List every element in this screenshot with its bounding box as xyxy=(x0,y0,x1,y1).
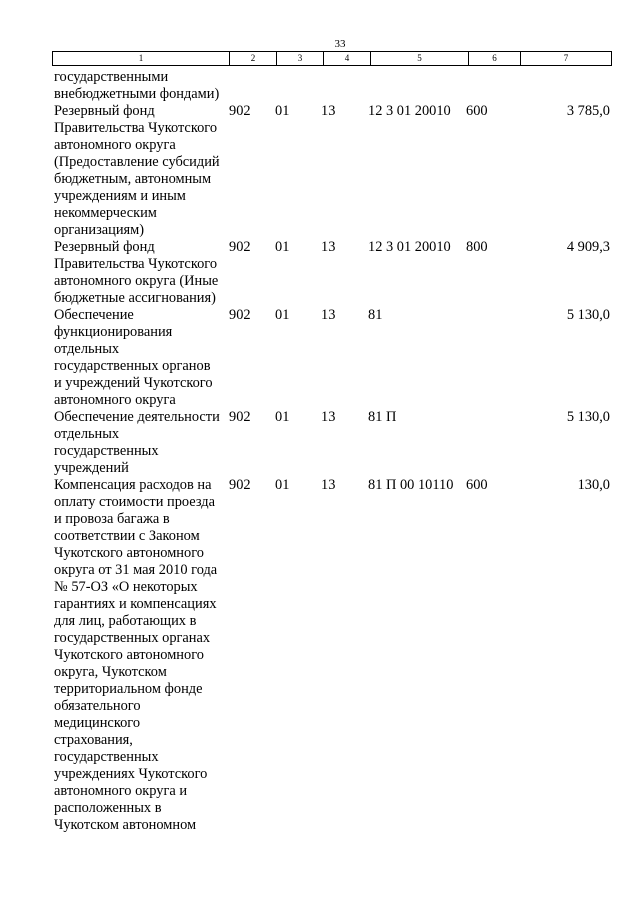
header-col-1: 1 xyxy=(53,52,230,65)
subsection-cell: 13 xyxy=(321,409,336,425)
header-col-4: 4 xyxy=(324,52,371,65)
code-cell: 902 xyxy=(229,103,251,119)
target-article-cell: 81 П xyxy=(368,409,397,425)
amount-cell: 130,0 xyxy=(577,477,610,493)
expense-type-cell: 800 xyxy=(466,239,488,255)
row-description xyxy=(54,103,230,239)
row-description xyxy=(54,477,230,834)
target-article-cell: 81 xyxy=(368,307,383,323)
description-line: государственными xyxy=(54,69,169,85)
row-description xyxy=(54,409,230,477)
description-line: Чукотском автономном xyxy=(54,817,197,833)
amount-cell: 5 130,0 xyxy=(566,307,610,323)
header-col-5: 5 xyxy=(371,52,469,65)
section-cell: 01 xyxy=(275,103,290,119)
subsection-cell: 13 xyxy=(321,239,336,255)
description-line: гарантиях и компенсациях xyxy=(54,596,217,612)
amount-cell: 3 785,0 xyxy=(566,103,610,119)
description-line: № 57-ОЗ «О некоторых xyxy=(54,579,198,595)
description-line: территориальном фонде xyxy=(54,681,203,697)
code-cell: 902 xyxy=(229,409,251,425)
description-line: государственных xyxy=(54,443,159,459)
amount-cell: 4 909,3 xyxy=(566,239,610,255)
description-line: автономного округа xyxy=(54,392,176,408)
description-line: расположенных в xyxy=(54,800,162,816)
description-line: автономного округа (Иные xyxy=(54,273,219,289)
table-row xyxy=(0,69,640,103)
target-article-cell: 12 3 01 20010 xyxy=(368,103,451,119)
description-line: Чукотского автономного xyxy=(54,647,204,663)
description-line: государственных xyxy=(54,749,159,765)
description-line: функционирования xyxy=(54,324,173,340)
target-article-cell: 81 П 00 10110 xyxy=(368,477,454,493)
description-line: некоммерческим xyxy=(54,205,157,221)
subsection-cell: 13 xyxy=(321,307,336,323)
header-col-3: 3 xyxy=(277,52,324,65)
description-line: Обеспечение xyxy=(54,307,134,323)
description-line: медицинского xyxy=(54,715,141,731)
description-line: Компенсация расходов на xyxy=(54,477,212,493)
description-line: бюджетные ассигнования) xyxy=(54,290,216,306)
table-row xyxy=(0,477,640,834)
description-line: Правительства Чукотского xyxy=(54,120,218,136)
table-row xyxy=(0,239,640,307)
description-line: государственных органах xyxy=(54,630,211,646)
page-number: 33 xyxy=(334,38,346,50)
description-line: и провоза багажа в xyxy=(54,511,170,527)
description-line: Резервный фонд xyxy=(54,103,155,119)
description-line: автономного округа xyxy=(54,137,176,153)
table-row xyxy=(0,409,640,477)
section-cell: 01 xyxy=(275,477,290,493)
expense-type-cell: 600 xyxy=(466,477,488,493)
description-line: округа, Чукотском xyxy=(54,664,167,680)
description-line: учреждений xyxy=(54,460,129,476)
amount-cell: 5 130,0 xyxy=(566,409,610,425)
subsection-cell: 13 xyxy=(321,103,336,119)
table-body xyxy=(0,69,640,834)
description-line: оплату стоимости проезда xyxy=(54,494,215,510)
description-line: и учреждений Чукотского xyxy=(54,375,213,391)
subsection-cell: 13 xyxy=(321,477,336,493)
description-line: отдельных xyxy=(54,341,120,357)
row-description xyxy=(54,69,230,103)
expense-type-cell: 600 xyxy=(466,103,488,119)
row-description xyxy=(54,307,230,409)
section-cell: 01 xyxy=(275,409,290,425)
row-description xyxy=(54,239,230,307)
description-line: обязательного xyxy=(54,698,141,714)
code-cell: 902 xyxy=(229,477,251,493)
description-line: государственных органов xyxy=(54,358,211,374)
section-cell: 01 xyxy=(275,239,290,255)
table-row xyxy=(0,103,640,239)
description-line: (Предоставление субсидий xyxy=(54,154,220,170)
description-line: Правительства Чукотского xyxy=(54,256,218,272)
section-cell: 01 xyxy=(275,307,290,323)
header-col-2: 2 xyxy=(230,52,277,65)
header-col-7: 7 xyxy=(521,52,612,65)
code-cell: 902 xyxy=(229,307,251,323)
description-line: Чукотского автономного xyxy=(54,545,204,561)
description-line: бюджетным, автономным xyxy=(54,171,212,187)
description-line: округа от 31 мая 2010 года xyxy=(54,562,218,578)
description-line: учреждениям и иным xyxy=(54,188,186,204)
target-article-cell: 12 3 01 20010 xyxy=(368,239,451,255)
table-header xyxy=(52,51,612,66)
description-line: соответствии с Законом xyxy=(54,528,200,544)
header-col-6: 6 xyxy=(469,52,521,65)
table-row xyxy=(0,307,640,409)
description-line: учреждениях Чукотского xyxy=(54,766,208,782)
description-line: Резервный фонд xyxy=(54,239,155,255)
description-line: организациям) xyxy=(54,222,145,238)
description-line: внебюджетными фондами) xyxy=(54,86,220,102)
description-line: для лиц, работающих в xyxy=(54,613,197,629)
code-cell: 902 xyxy=(229,239,251,255)
description-line: страхования, xyxy=(54,732,133,748)
description-line: Обеспечение деятельности xyxy=(54,409,220,425)
description-line: автономного округа и xyxy=(54,783,188,799)
description-line: отдельных xyxy=(54,426,120,442)
